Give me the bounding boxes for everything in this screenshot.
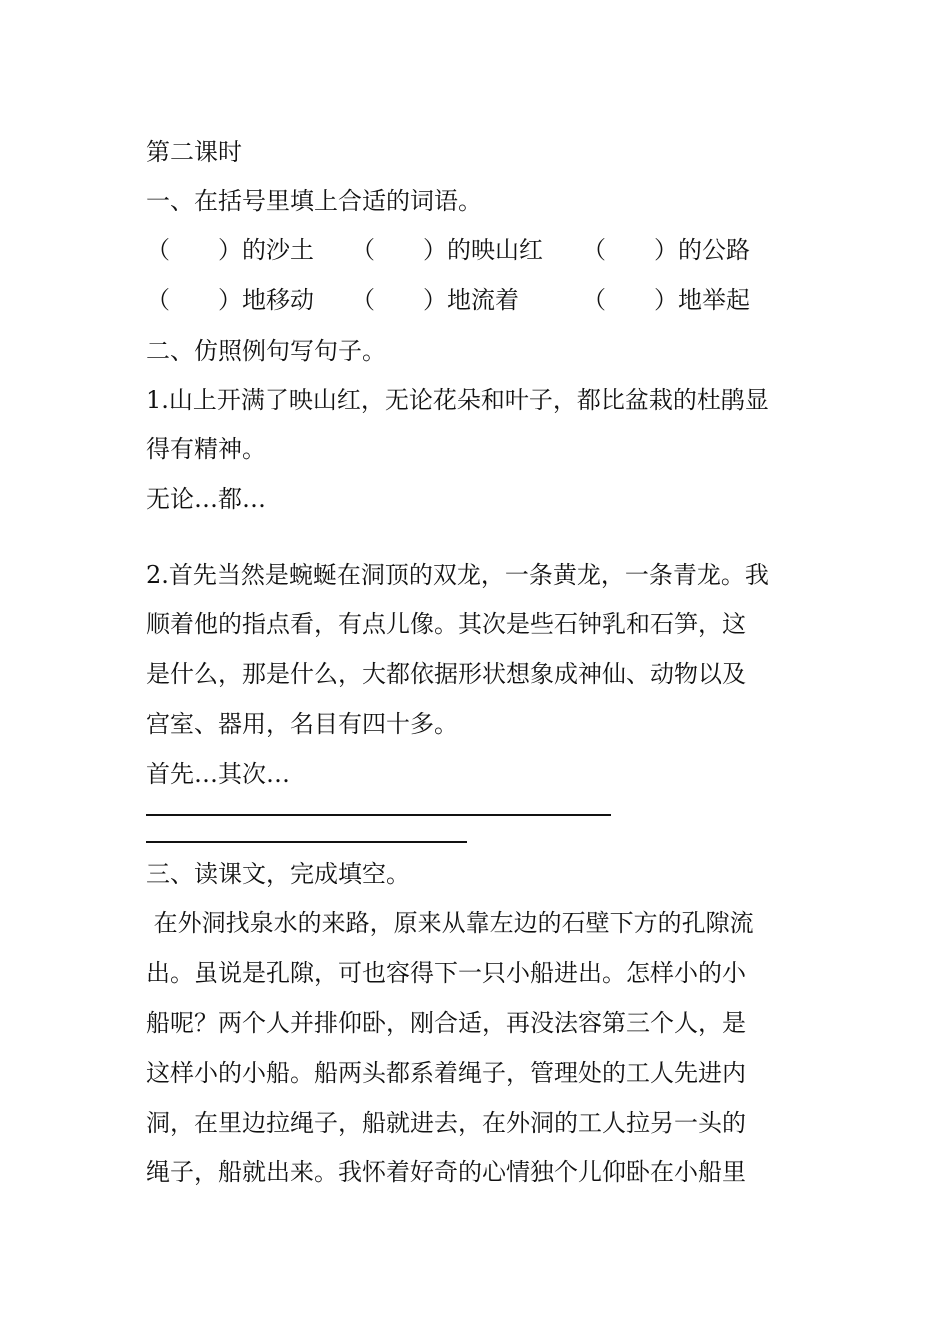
passage-line: 船呢？两个人并排仰卧，刚合适，再没法容第三个人，是	[146, 1009, 746, 1037]
passage-line: 绳子，船就出来。我怀着好奇的心情独个儿仰卧在小船里	[146, 1158, 746, 1186]
passage-line: 在外洞找泉水的来路，原来从靠左边的石壁下方的孔隙流	[146, 909, 754, 937]
fill-blank-item: （ ）地流着	[351, 286, 519, 314]
answer-line	[146, 814, 611, 816]
section2-heading: 二、仿照例句写句子。	[146, 337, 386, 365]
section1-heading: 一、在括号里填上合适的词语。	[146, 187, 482, 215]
lesson-title: 第二课时	[146, 138, 242, 166]
fill-blank-item: （ ）的公路	[582, 236, 750, 264]
example2-line: 2.首先当然是蜿蜒在洞顶的双龙，一条黄龙，一条青龙。我	[146, 561, 769, 589]
passage-line: 这样小的小船。船两头都系着绳子，管理处的工人先进内	[146, 1059, 746, 1087]
example2-line: 宫室、器用，名目有四十多。	[146, 710, 458, 738]
passage-line: 出。虽说是孔隙，可也容得下一只小船进出。怎样小的小	[146, 959, 746, 987]
fill-blank-item: （ ）地移动	[146, 286, 314, 314]
section3-heading: 三、读课文，完成填空。	[146, 860, 410, 888]
example1-line: 得有精神。	[146, 435, 266, 463]
answer-line	[146, 841, 467, 843]
example2-line: 顺着他的指点看，有点儿像。其次是些石钟乳和石笋，这	[146, 610, 746, 638]
example1-line: 1.山上开满了映山红，无论花朵和叶子，都比盆栽的杜鹃显	[146, 386, 769, 414]
fill-blank-item: （ ）地举起	[582, 286, 750, 314]
passage-line: 洞，在里边拉绳子，船就进去，在外洞的工人拉另一头的	[146, 1109, 746, 1137]
fill-blank-item: （ ）的映山红	[351, 236, 543, 264]
fill-blank-item: （ ）的沙土	[146, 236, 314, 264]
example2-pattern: 首先…其次…	[146, 760, 290, 788]
example2-line: 是什么，那是什么，大都依据形状想象成神仙、动物以及	[146, 660, 746, 688]
example1-pattern: 无论…都…	[146, 485, 266, 513]
